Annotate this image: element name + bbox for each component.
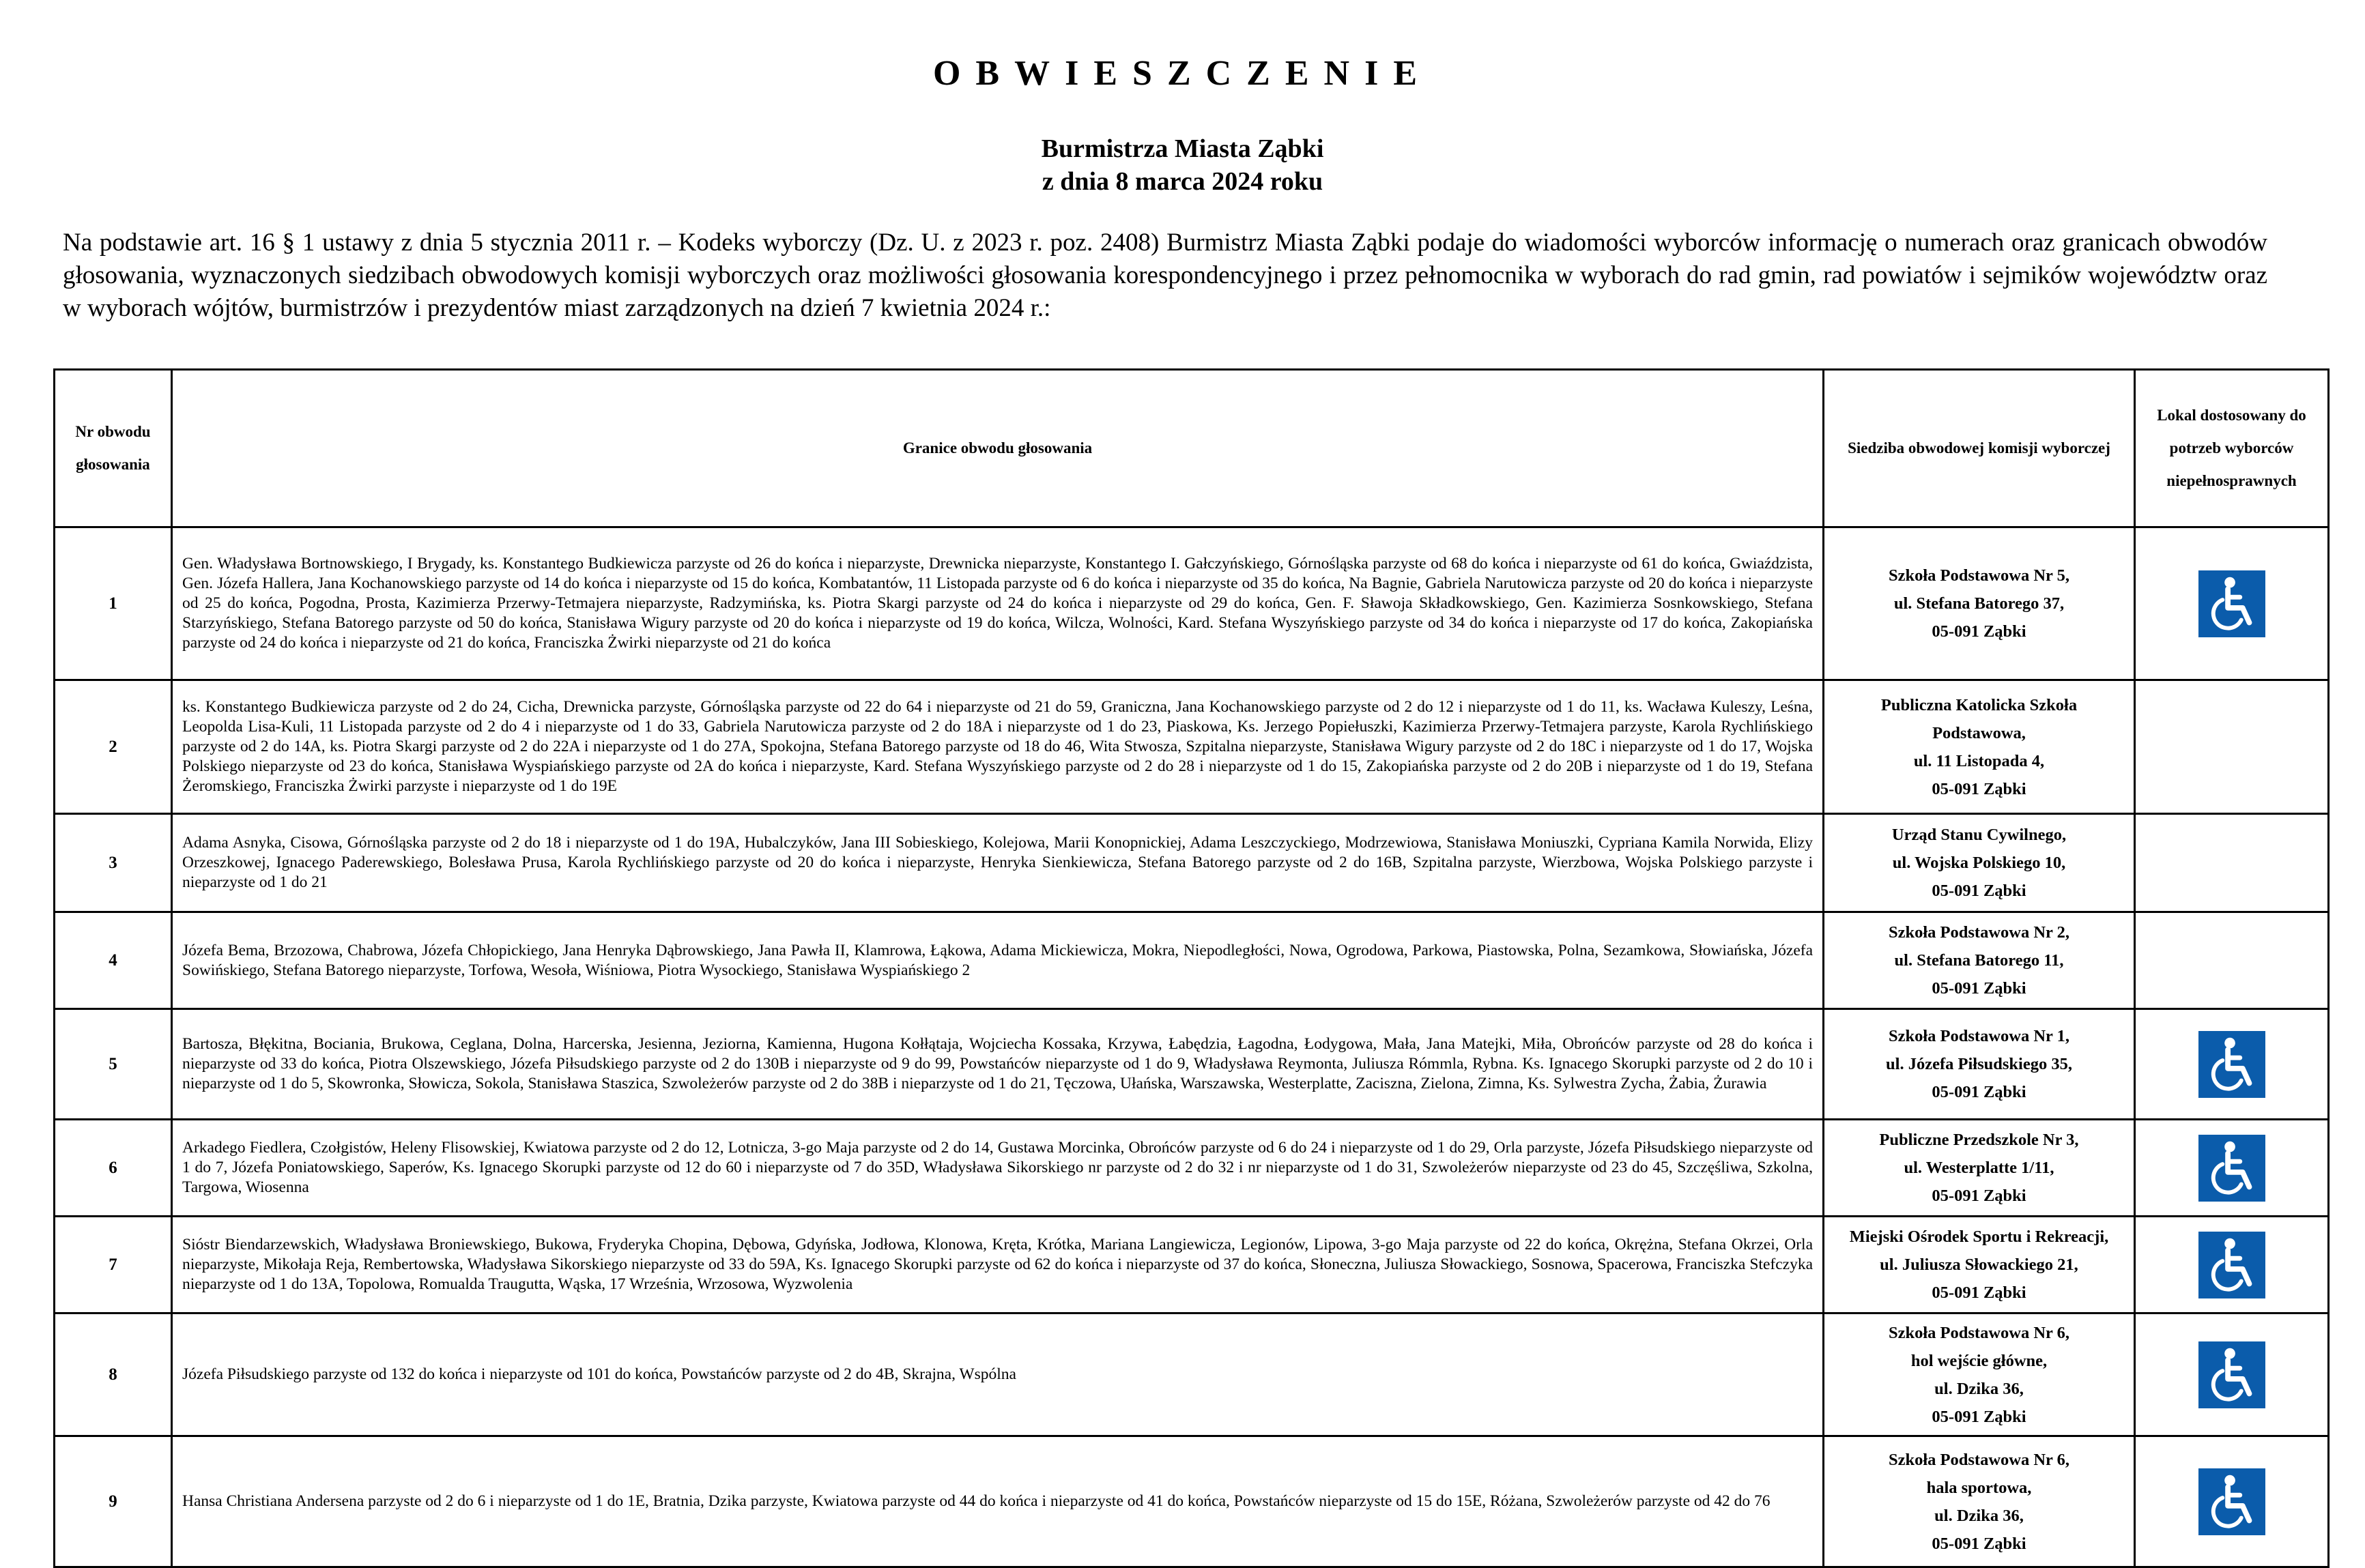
district-number: 1 xyxy=(55,527,172,680)
district-boundaries: Sióstr Biendarzewskich, Władysława Broniewskiego, Bukowa, Fryderyka Chopina, Dębowa, Gdyńska, Jodłowa, Klonowa, Kręta, Krótka, Mariana Langiewicza, Legionów, Lipowa, 3-go Maja parzyste od 22 do końca, Okrężna, Stefana Okrzei, Orla nieparzyste, Mikołaja Reja, Rembertowska, Władysława Sikorskiego nieparzyste od 33 do 59A, Ks. Ignacego Skorupki parzyste od 62 do końca i nieparzyste od 37 do końca, Słoneczna, Juliusza Słowackiego, Sosnowa, Spacerowa, Franciszka Stefczyka nieparzyste od 1 do 13A, Topolowa, Romualda Traugutta, Wąska, 17 Września, Wrzosowa, Wyzwolenia xyxy=(172,1217,1824,1313)
districts-table xyxy=(53,368,2330,1568)
district-boundaries: Józefa Piłsudskiego parzyste od 132 do końca i nieparzyste od 101 do końca, Powstańców parzyste od 2 do 4B, Skrajna, Wspólna xyxy=(172,1313,1824,1436)
header-siedziba: Siedziba obwodowej komisji wyborczej xyxy=(1824,370,2135,527)
district-boundaries: ks. Konstantego Budkiewicza parzyste od 2 do 24, Cicha, Drewnicka parzyste, Górnośląska parzyste od 22 do 64 i nieparzyste od 21 do 59, Graniczna, Jana Kochanowskiego parzyste od 2 do 12 i nieparzyste od 1 do 11, ks. Wacława Kuleszy, Leśna, Leopolda Lisa-Kuli, 11 Listopada parzyste od 2 do 4 i nieparzyste od 1 do 33, Gabriela Narutowicza parzyste od 2 do 18A i nieparzyste od 1 do 23, Piaskowa, Ks. Jerzego Popiełuszki, Kazimierza Przerwy-Tetmajera parzyste, Karola Rychlińskiego parzyste od 2 do 14A, ks. Piotra Skargi parzyste od 2 do 22A i nieparzyste od 1 do 27A, Spokojna, Stefana Batorego parzyste od 18 do 46, Wita Stwosza, Szpitalna nieparzyste, Stanisława Wigury parzyste od 2 do 18C i nieparzyste od 1 do 17, Wojska Polskiego nieparzyste od 23 do końca, Stanisława Wyspiańskiego parzyste od 2A do końca i nieparzyste, Kard. Stefana Wyszyńskiego parzyste od 2 do 28 i nieparzyste od 1 do 15, Zakopiańska parzyste od 2 do 20B i nieparzyste od 1 do 19, Stefana Żeromskiego, Franciszka Żwirki parzyste i nieparzyste od 1 do 19E xyxy=(172,680,1824,814)
wheelchair-accessibility-icon xyxy=(2198,570,2265,637)
seat-address-line: 05-091 Ząbki xyxy=(1932,1283,2026,1302)
commission-seat xyxy=(1824,527,2135,680)
intro-paragraph: Na podstawie art. 16 § 1 ustawy z dnia 5 stycznia 2011 r. – Kodeks wyborczy (Dz. U. z 2023 r. poz. 2408) Burmistrz Miasta Ząbki podaje do wiadomości wyborców informację o numerach oraz granicach obwodów głosowania, wyznaczonych siedzibach obwodowych komisji wyborczych oraz możliwości głosowania korespondencyjnego i przez pełnomocnika w wyborach do rad gmin, rad powiatów i sejmików województw oraz w wyborach wójtów, burmistrzów i prezydentów miast zarządzonych na dzień 7 kwietnia 2024 r.: xyxy=(63,229,2267,322)
header-nr: Nr obwodu głosowania xyxy=(55,370,172,527)
table-row xyxy=(55,814,2329,912)
district-number: 6 xyxy=(55,1120,172,1217)
commission-seat xyxy=(1824,680,2135,814)
table-header-row xyxy=(55,370,2329,527)
district-boundaries: Gen. Władysława Bortnowskiego, I Brygady, ks. Konstantego Budkiewicza parzyste od 26 do końca i nieparzyste, Drewnicka nieparzyste, Konstantego I. Gałczyńskiego, Górnośląska parzyste od 68 do końca i nieparzyste od 61 do końca, Gwiaździsta, Gen. Józefa Hallera, Jana Kochanowskiego parzyste od 14 do końca i nieparzyste od 15 do końca, Kombatantów, 11 Listopada parzyste od 6 do końca i nieparzyste od 35 do końca, Na Bagnie, Gabriela Narutowicza parzyste od 20 do końca i nieparzyste od 25 do końca, Pogodna, Prosta, Kazimierza Przerwy-Tetmajera nieparzyste, Radzymińska, ks. Piotra Skargi parzyste od 24 do końca i nieparzyste od 29 do końca, Gen. F. Sławoja Składkowskiego, Gen. Kazimierza Sosnkowskiego, Stefana Starzyńskiego, Stefana Batorego parzyste od 50 do końca, Stanisława Wigury parzyste od 20 do końca i nieparzyste od 19 do końca, Wilcza, Wolności, Kard. Stefana Wyszyńskiego parzyste od 34 do końca i nieparzyste od 17 do końca, Zakopiańska parzyste od 24 do końca i nieparzyste od 21 do końca, Franciszka Żwirki nieparzyste od 21 do końca xyxy=(172,527,1824,680)
seat-address-line: hol wejście główne, xyxy=(1910,1351,2048,1370)
district-number: 2 xyxy=(55,680,172,814)
district-number: 4 xyxy=(55,912,172,1009)
accessibility-cell xyxy=(2135,1009,2329,1120)
table-row xyxy=(55,1120,2329,1217)
seat-address-line: ul. Westerplatte 1/11, xyxy=(1904,1159,2054,1177)
table-row xyxy=(55,1009,2329,1120)
seat-address-line: 05-091 Ząbki xyxy=(1932,622,2026,641)
seat-address-line: 05-091 Ząbki xyxy=(1932,1407,2026,1426)
wheelchair-accessibility-icon xyxy=(2198,1341,2265,1408)
commission-seat xyxy=(1824,1313,2135,1436)
commission-seat xyxy=(1824,1436,2135,1567)
accessibility-cell xyxy=(2135,912,2329,1009)
wheelchair-accessibility-icon xyxy=(2198,1468,2265,1535)
table-row xyxy=(55,1217,2329,1313)
accessibility-cell xyxy=(2135,1217,2329,1313)
commission-seat xyxy=(1824,912,2135,1009)
table-row xyxy=(55,1313,2329,1436)
wheelchair-accessibility-icon xyxy=(2198,1135,2265,1202)
commission-seat xyxy=(1824,814,2135,912)
district-number: 8 xyxy=(55,1313,172,1436)
commission-seat xyxy=(1824,1009,2135,1120)
accessibility-cell xyxy=(2135,527,2329,680)
header-granice: Granice obwodu głosowania xyxy=(172,370,1824,527)
seat-address-line: ul. Juliusza Słowackiego 21, xyxy=(1880,1255,2078,1274)
seat-address-line: Publiczne Przedszkole Nr 3, xyxy=(1879,1131,2079,1149)
district-boundaries: Hansa Christiana Andersena parzyste od 2 do 6 i nieparzyste od 1 do 1E, Bratnia, Dzika parzyste, Kwiatowa parzyste od 44 do końca i nieparzyste od 41 do końca, Powstańców nieparzyste od 15 do 15E, Różana, Szwoleżerów parzyste od 42 do 76 xyxy=(172,1436,1824,1567)
district-boundaries: Arkadego Fiedlera, Czołgistów, Heleny Flisowskiej, Kwiatowa parzyste od 2 do 12, Lotnicza, 3-go Maja parzyste od 2 do 14, Gustawa Morcinka, Obrońców parzyste od 6 do 24 i nieparzyste od 1 do 29, Orla parzyste, Józefa Piłsudskiego nieparzyste od 1 do 7, Józefa Poniatowskiego, Saperów, Ks. Ignacego Skorupki parzyste od 12 do 60 i nieparzyste od 7 do 35D, Władysława Sikorskiego nr parzyste od 2 do 32 i nr nieparzyste od 1 do 31, Szwoleżerów nieparzyste od 23 do 45, Szczęśliwa, Szkolna, Targowa, Wiosenna xyxy=(172,1120,1824,1217)
district-boundaries: Bartosza, Błękitna, Bociania, Brukowa, Ceglana, Dolna, Harcerska, Jesienna, Jeziorna, Kamienna, Hugona Kołłątaja, Wojciecha Kossaka, Krzywa, Łabędzia, Łagodna, Łodygowa, Mała, Jana Matejki, Miła, Obrońców parzyste od 28 do końca i nieparzyste od 33 do końca, Piotra Olszewskiego, Józefa Piłsudskiego parzyste od 2 do 130B i nieparzyste od 9 do 99, Powstańców nieparzyste od 1 do 9, Władysława Reymonta, Juliusza Rómmla, Rybna. Ks. Ignacego Skorupki parzyste od 2 do 10 i nieparzyste od 1 do 5, Skowronka, Słowicza, Sokola, Stanisława Staszica, Szwoleżerów parzyste od 2 do 38B i nieparzyste od 1 do 21, Tęczowa, Ułańska, Warszawska, Westerplatte, Zaciszna, Zielona, Zimna, Ks. Sylwestra Zycha, Żabia, Żurawia xyxy=(172,1009,1824,1120)
seat-address-line: Szkoła Podstawowa Nr 5, xyxy=(1889,566,2069,585)
seat-address-line: ul. 11 Listopada 4, xyxy=(1913,751,2045,770)
commission-seat xyxy=(1824,1217,2135,1313)
date-line: z dnia 8 marca 2024 roku xyxy=(1042,167,1323,196)
seat-address-line: Publiczna Katolicka Szkoła Podstawowa, xyxy=(1880,695,2078,742)
seat-address-line: 05-091 Ząbki xyxy=(1932,979,2026,998)
wheelchair-accessibility-icon xyxy=(2198,1232,2265,1298)
seat-address-line: 05-091 Ząbki xyxy=(1932,1083,2026,1101)
seat-address-line: 05-091 Ząbki xyxy=(1932,779,2026,798)
district-boundaries: Adama Asnyka, Cisowa, Górnośląska parzyste od 2 do 18 i nieparzyste od 1 do 19A, Hubalczyków, Jana III Sobieskiego, Kolejowa, Marii Konopnickiej, Adama Leszczyckiego, Modrzewiowa, Stanisława Moniuszki, Cypriana Kamila Norwida, Elizy Orzeszkowej, Ignacego Paderewskiego, Bolesława Prusa, Karola Rychlińskiego parzyste od 20 do końca i nieparzyste, Henryka Sienkiewicza, Stefana Batorego parzyste od 2 do 16B, Szpitalna parzyste, Wierzbowa, Wojska Polskiego parzyste i nieparzyste od 1 do 21 xyxy=(172,814,1824,912)
seat-address-line: 05-091 Ząbki xyxy=(1932,1187,2026,1205)
seat-address-line: Szkoła Podstawowa Nr 6, xyxy=(1889,1450,2069,1469)
table-row xyxy=(55,1436,2329,1567)
accessibility-cell xyxy=(2135,1436,2329,1567)
seat-address-line: ul. Stefana Batorego 11, xyxy=(1894,951,2064,970)
seat-address-line: ul. Wojska Polskiego 10, xyxy=(1892,854,2066,872)
seat-address-line: ul. Józefa Piłsudskiego 35, xyxy=(1886,1055,2072,1073)
document-title: OBWIESZCZENIE xyxy=(932,54,1433,93)
seat-address-line: Szkoła Podstawowa Nr 2, xyxy=(1889,923,2069,942)
wheelchair-accessibility-icon xyxy=(2198,1031,2265,1098)
accessibility-cell xyxy=(2135,1120,2329,1217)
table-row xyxy=(55,527,2329,680)
seat-address-line: hala sportowa, xyxy=(1926,1478,2032,1497)
seat-address-line: Urząd Stanu Cywilnego, xyxy=(1891,826,2067,844)
header-lokal: Lokal dostosowany do potrzeb wyborców niepełnosprawnych xyxy=(2135,370,2329,527)
seat-address-line: ul. Stefana Batorego 37, xyxy=(1893,594,2065,613)
district-number: 5 xyxy=(55,1009,172,1120)
accessibility-cell xyxy=(2135,680,2329,814)
seat-address-line: 05-091 Ząbki xyxy=(1932,882,2026,900)
seat-address-line: Miejski Ośrodek Sportu i Rekreacji, xyxy=(1849,1228,2109,1246)
accessibility-cell xyxy=(2135,814,2329,912)
seat-address-line: ul. Dzika 36, xyxy=(1934,1506,2024,1525)
commission-seat xyxy=(1824,1120,2135,1217)
table-row xyxy=(55,680,2329,814)
issuer-line: Burmistrza Miasta Ząbki xyxy=(1041,134,1324,163)
district-number: 9 xyxy=(55,1436,172,1567)
district-boundaries: Józefa Bema, Brzozowa, Chabrowa, Józefa Chłopickiego, Jana Henryka Dąbrowskiego, Jana Pawła II, Klamrowa, Łąkowa, Adama Mickiewicza, Mokra, Niepodległości, Nowa, Ogrodowa, Parkowa, Piastowska, Polna, Sezamkowa, Słowiańska, Józefa Sowińskiego, Stefana Batorego nieparzyste, Torfowa, Wesoła, Wiśniowa, Piotra Wysockiego, Stanisława Wyspiańskiego 2 xyxy=(172,912,1824,1009)
seat-address-line: Szkoła Podstawowa Nr 1, xyxy=(1889,1027,2069,1045)
accessibility-cell xyxy=(2135,1313,2329,1436)
district-number: 7 xyxy=(55,1217,172,1313)
district-number: 3 xyxy=(55,814,172,912)
seat-address-line: 05-091 Ząbki xyxy=(1932,1534,2026,1553)
table-body xyxy=(55,527,2329,1567)
table-row xyxy=(55,912,2329,1009)
seat-address-line: ul. Dzika 36, xyxy=(1934,1379,2024,1398)
seat-address-line: Szkoła Podstawowa Nr 6, xyxy=(1889,1323,2069,1342)
